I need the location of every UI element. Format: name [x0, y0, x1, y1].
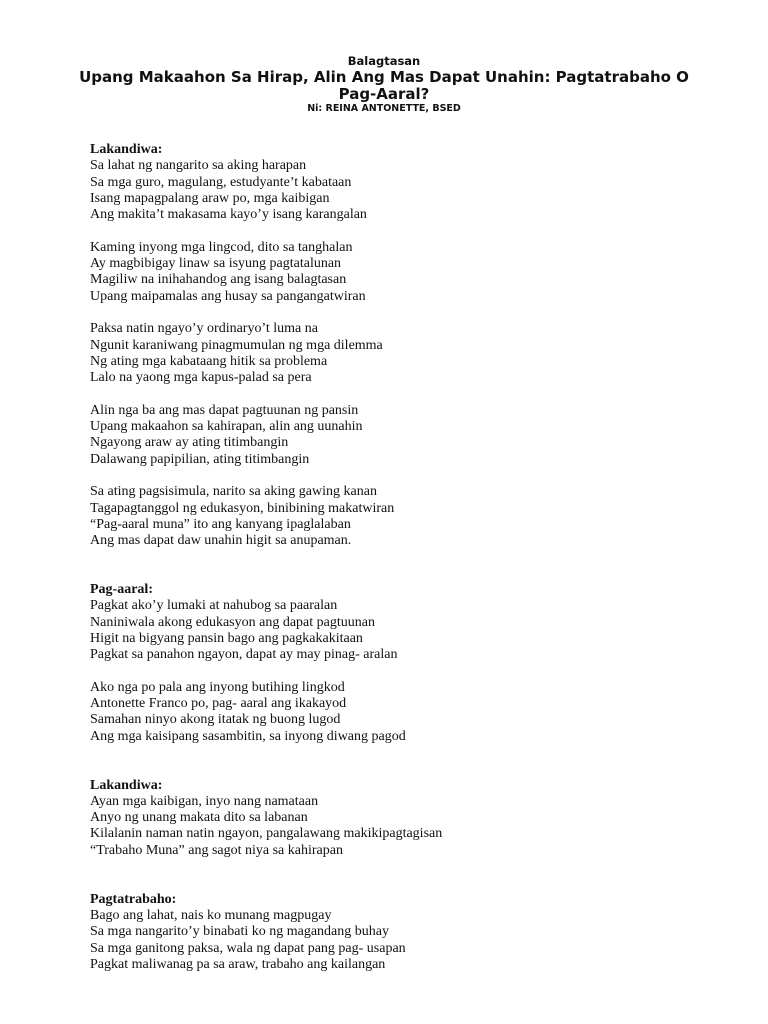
verse-line: Ang mga kaisipang sasambitin, sa inyong diwang pagod: [90, 728, 406, 744]
stanza: [90, 240, 730, 305]
verse-line: Sa mga ganitong paksa, wala ng dapat pang pag- usapan: [90, 940, 406, 956]
poem-body: [90, 142, 730, 989]
stanza: [90, 892, 730, 973]
verse-line: Sa ating pagsisimula, narito sa aking gawing kanan: [90, 484, 377, 500]
verse-line: Dalawang papipilian, ating titimbangin: [90, 451, 310, 467]
document-byline: Ni: REINA ANTONETTE, BSED: [307, 103, 461, 114]
stanza: [90, 403, 730, 468]
verse-line: Sa mga guro, magulang, estudyante’t kabataan: [90, 174, 352, 190]
verse-line: Upang makaahon sa kahirapan, alin ang uunahin: [90, 419, 363, 435]
verse-line: Tagapagtanggol ng edukasyon, binibining makatwiran: [90, 500, 395, 516]
speaker-label: Pag-aaral:: [90, 582, 153, 598]
speaker-label: Pagtatrabaho:: [90, 891, 177, 907]
stanza: [90, 142, 730, 223]
verse-line: Pagkat maliwanag pa sa araw, trabaho ang kailangan: [90, 956, 386, 972]
verse-line: Naniniwala akong edukasyon ang dapat pagtuunan: [90, 614, 375, 630]
stanza: [90, 321, 730, 386]
verse-line: Higit na bigyang pansin bago ang pagkakakitaan: [90, 630, 363, 646]
verse-line: Samahan ninyo akong itatak ng buong lugod: [90, 712, 341, 728]
verse-line: “Pag-aaral muna” ito ang kanyang ipaglalaban: [90, 516, 351, 532]
verse-line: Ay magbibigay linaw sa isyung pagtatalunan: [90, 256, 342, 272]
speaker-label: Lakandiwa:: [90, 142, 163, 157]
verse-line: Isang mapagpalang araw po, mga kaibigan: [90, 190, 330, 206]
verse-line: Pagkat sa panahon ngayon, dapat ay may pinag- aralan: [90, 647, 398, 663]
verse-line: Sa lahat ng nangarito sa aking harapan: [90, 158, 307, 174]
verse-line: “Trabaho Muna” ang sagot niya sa kahirapan: [90, 842, 343, 858]
verse-line: Ngayong araw ay ating titimbangin: [90, 435, 289, 451]
verse-line: Upang maipamalas ang husay sa pangangatwiran: [90, 288, 366, 304]
document-title: Upang Makaahon Sa Hirap, Alin Ang Mas Dapat Unahin: Pagtatrabaho O Pag-Aaral?: [79, 68, 689, 103]
speaker-label: Lakandiwa:: [90, 777, 163, 793]
verse-line: Sa mga nangarito’y binabati ko ng magandang buhay: [90, 924, 389, 940]
verse-line: Lalo na yaong mga kapus-palad sa pera: [90, 370, 312, 386]
document-header: [60, 53, 708, 115]
verse-line: Alin nga ba ang mas dapat pagtuunan ng pansin: [90, 402, 359, 418]
verse-line: Ng ating mga kabataang hitik sa problema: [90, 353, 328, 369]
verse-line: Kilalanin naman natin ngayon, pangalawang makikipagtagisan: [90, 826, 443, 842]
verse-line: Paksa natin ngayo’y ordinaryo’t luma na: [90, 321, 318, 337]
verse-line: Ayan mga kaibigan, inyo nang namataan: [90, 793, 319, 809]
verse-line: Anyo ng unang makata dito sa labanan: [90, 810, 308, 826]
verse-line: Ang makita’t makasama kayo’y isang karangalan: [90, 207, 367, 223]
verse-line: Magiliw na inihahandog ang isang balagtasan: [90, 272, 347, 288]
stanza: [90, 778, 730, 859]
verse-line: Ang mas dapat daw unahin higit sa anupaman.: [90, 533, 352, 549]
verse-line: Antonette Franco po, pag- aaral ang ikakayod: [90, 696, 347, 712]
verse-line: Pagkat ako’y lumaki at nahubog sa paaralan: [90, 598, 338, 614]
stanza: [90, 484, 730, 549]
verse-line: Ngunit karaniwang pinagmumulan ng mga dilemma: [90, 337, 383, 353]
verse-line: Ako nga po pala ang inyong butihing lingkod: [90, 679, 345, 695]
verse-line: Kaming inyong mga lingcod, dito sa tanghalan: [90, 239, 353, 255]
stanza: [90, 680, 730, 745]
stanza: [90, 582, 730, 663]
verse-line: Bago ang lahat, nais ko munang magpugay: [90, 907, 332, 923]
document-kicker: Balagtasan: [347, 54, 421, 68]
